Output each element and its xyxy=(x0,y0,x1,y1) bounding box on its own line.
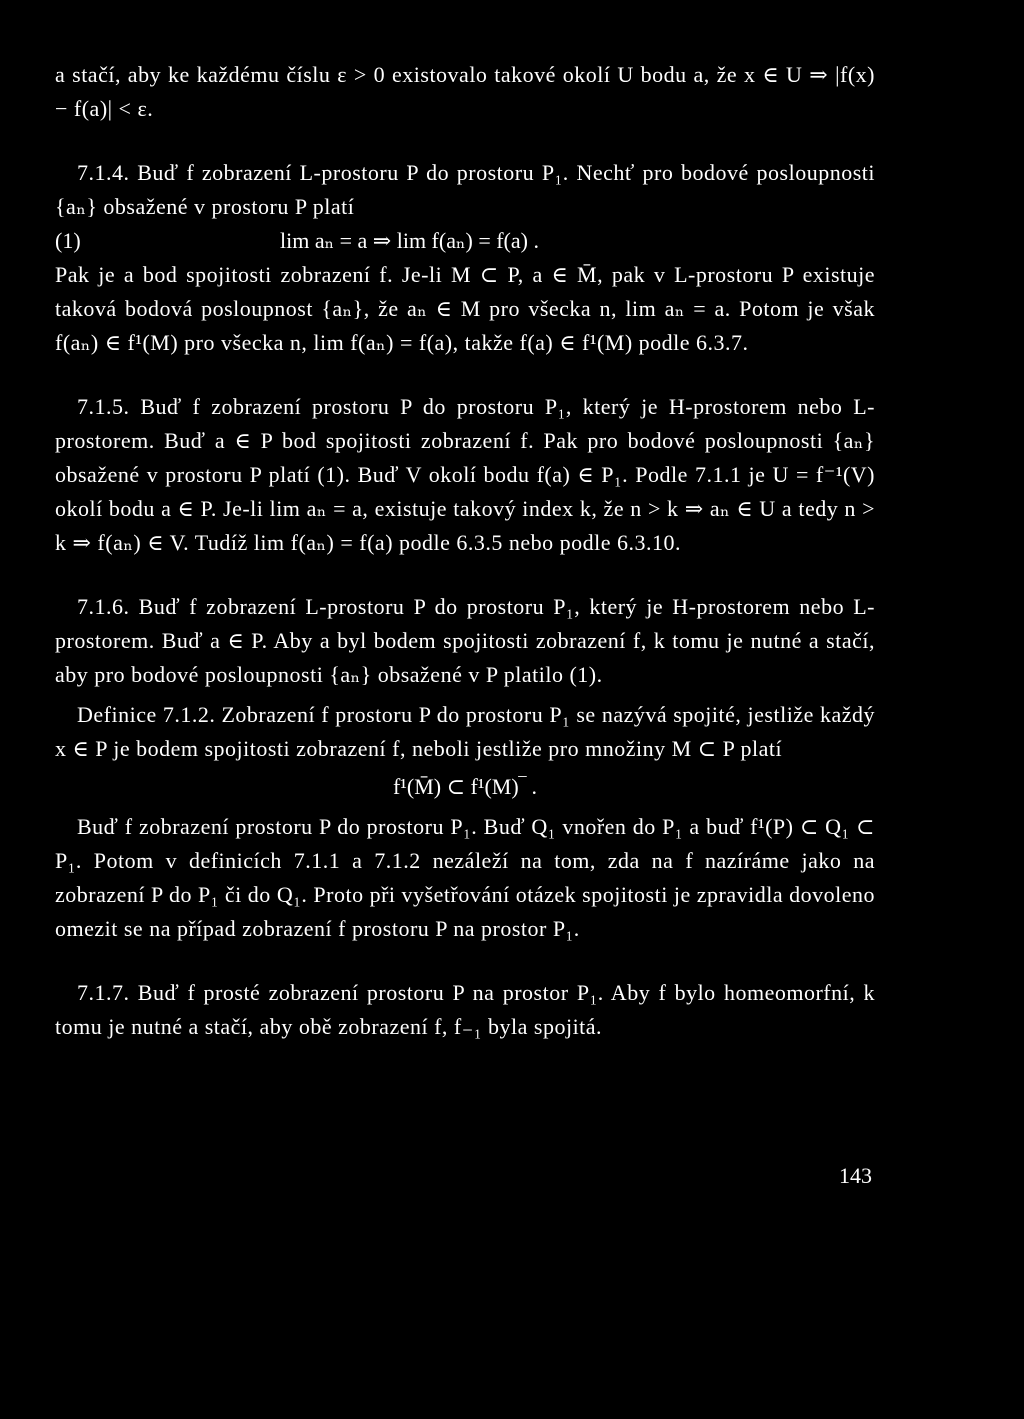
equation-1-formula: lim aₙ = a ⇒ lim f(aₙ) = f(a) . xyxy=(280,228,539,253)
paragraph-7-1-7: 7.1.7. Buď f prosté zobrazení prostoru P na prostor P₁. Aby f bylo homeomorfní, k tomu je nutné a stačí, aby obě zobrazení f, f₋₁ byla spojitá. xyxy=(55,980,875,1039)
equation-1 xyxy=(55,224,875,258)
page-body xyxy=(55,58,875,1044)
paragraph-definition-7-1-2: Definice 7.1.2. Zobrazení f prostoru P do prostoru P₁ se nazývá spojité, jestliže každý x ∈ P je bodem spojitosti zobrazení f, neboli jestliže pro množiny M ⊂ P platí xyxy=(55,702,875,761)
paragraph-7-1-4: 7.1.4. Buď f zobrazení L-prostoru P do prostoru P₁. Nechť pro bodové posloupnosti {aₙ} obsažené v prostoru P platí xyxy=(55,160,875,219)
paragraph-remark: Buď f zobrazení prostoru P do prostoru P₁. Buď Q₁ vnořen do P₁ a buď f¹(P) ⊂ Q₁ ⊂ P₁. Potom v definicích 7.1.1 a 7.1.2 nezáleží na tom, zda na f nazíráme jako na zobrazení P do P₁ či do Q₁. Proto při vyšetřování otázek spojitosti je zpravidla dovoleno omezit se na případ zobrazení f prostoru P na prostor P₁. xyxy=(55,814,875,941)
paragraph-proof-7-1-4: Pak je a bod spojitosti zobrazení f. Je-li M ⊂ P, a ∈ M̄, pak v L-prostoru P existuje taková bodová posloupnost {aₙ}, že aₙ ∈ M pro všecka n, lim aₙ = a. Potom je však f(aₙ) ∈ f¹(M) pro všecka n, lim f(aₙ) = f(a), takže f(a) ∈ f¹(M) podle 6.3.7. xyxy=(55,262,875,355)
equation-1-number: (1) xyxy=(55,228,81,253)
paragraph-7-1-5: 7.1.5. Buď f zobrazení prostoru P do prostoru P₁, který je H-prostorem nebo L-prostorem. Buď a ∈ P bod spojitosti zobrazení f. Pak pro bodové posloupnosti {aₙ} obsažené v prostoru P platí (1). Buď V okolí bodu f(a) ∈ P₁. Podle 7.1.1 je U = f⁻¹(V) okolí bodu a ∈ P. Je-li lim aₙ = a, existuje takový index k, že n > k ⇒ aₙ ∈ U a tedy n > k ⇒ f(aₙ) ∈ V. Tudíž lim f(aₙ) = f(a) podle 6.3.5 nebo podle 6.3.10. xyxy=(55,394,875,555)
page-number: 143 xyxy=(839,1163,872,1188)
paragraph-7-1-6: 7.1.6. Buď f zobrazení L-prostoru P do prostoru P₁, který je H-prostorem nebo L-prostorem. Buď a ∈ P. Aby a byl bodem spojitosti zobrazení f, k tomu je nutné a stačí, aby pro bodové posloupnosti {aₙ} obsažené v P platilo (1). xyxy=(55,594,875,687)
equation-2: f¹(M̄) ⊂ f¹(M)‾ . xyxy=(392,774,538,799)
paragraph-intro: a stačí, aby ke každému číslu ε > 0 existovalo takové okolí U bodu a, že x ∈ U ⇒ |f(x) − f(a)| < ε. xyxy=(55,62,875,121)
